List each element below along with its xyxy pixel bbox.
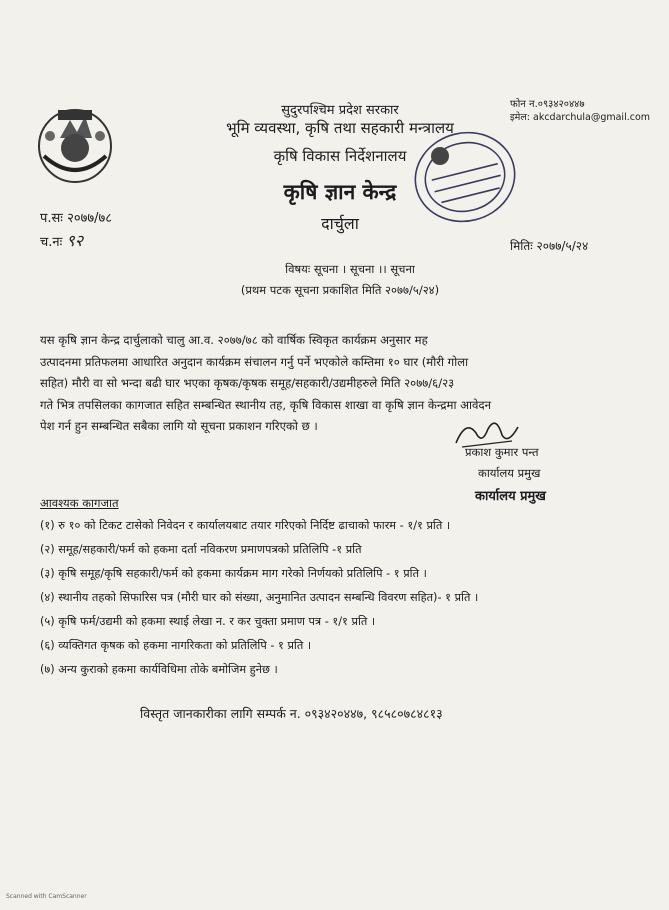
contact-line: विस्तृत जानकारीका लागि सम्पर्क न. ०९३४२०४४७, ९८५८०७८४८१३	[140, 706, 443, 721]
signatory-name: प्रकाश कुमार पन्त	[465, 445, 539, 459]
reference-cn	[40, 229, 83, 251]
subject-line: विषयः सूचना । सूचना ।। सूचना	[285, 262, 415, 276]
body-line: उत्पादनमा प्रतिफलमा आधारित अनुदान कार्यक्रम संचालन गर्नु पर्ने भएकोले कम्तिमा १० घार (मौरी गोला	[40, 354, 469, 369]
office-name: कृषि ज्ञान केन्द्र	[283, 180, 397, 204]
nepal-emblem-icon	[30, 98, 120, 188]
cn-handwritten-number: ९२	[66, 231, 84, 250]
district-name: दार्चुला	[321, 214, 359, 233]
requirement-item: (२) समूह/सहकारी/फर्म को हकमा दर्ता नविकरण प्रमाणपत्रको प्रतिलिपि -१ प्रति	[40, 543, 362, 556]
requirements-heading: आवश्यक कागजात	[40, 496, 119, 510]
phone-number: फोन न.०९३४२०४४७	[510, 99, 585, 110]
requirement-item: (६) व्यक्तिगत कृषक को हकमा नागरिकता को प्रतिलिपि - १ प्रति ।	[40, 639, 312, 652]
letter-date: मितिः २०७७/५/२४	[510, 239, 589, 253]
scanner-footer: Scanned with CamScanner	[6, 893, 87, 900]
directorate-name: कृषि विकास निर्देशनालय	[273, 147, 407, 165]
cn-label: च.नः	[40, 235, 63, 250]
reference-ps: प.सः २०७७/७८	[40, 211, 113, 226]
body-line: यस कृषि ज्ञान केन्द्र दार्चुलाको चालु आ.व. २०७७/७८ को वार्षिक स्विकृत कार्यक्रम अनुसार मह	[40, 333, 428, 347]
signatory-stamp: कार्यालय प्रमुख	[475, 489, 546, 504]
ministry-name: भूमि व्यवस्था, कृषि तथा सहकारी मन्त्रालय	[226, 119, 454, 137]
requirement-item: (७) अन्य कुराको हकमा कार्यविधिमा तोके बमोजिम हुनेछ ।	[40, 663, 278, 676]
notice-body	[40, 330, 610, 438]
requirement-item: (१) रु १० को टिकट टासेको निवेदन र कार्यालयबाट तयार गरिएको निर्दिष्ट ढाचाको फारम - १/१ प्रति ।	[40, 519, 451, 532]
signatory-title: कार्यालय प्रमुख	[478, 466, 541, 480]
province-name: सुदुरपश्चिम प्रदेश सरकार	[281, 103, 399, 118]
body-line: पेश गर्न हुन सम्बन्धित सबैका लागि यो सूचना प्रकाशन गरिएको छ ।	[40, 419, 318, 433]
body-line: गते भित्र तपसिलका कागजात सहित सम्बन्धित स्थानीय तह, कृषि विकास शाखा वा कृषि ज्ञान केन्द्रमा आवेदन	[40, 397, 492, 412]
office-stamp-icon	[410, 122, 520, 232]
email-address: इमेल: akcdarchula@gmail.com	[510, 112, 651, 123]
body-line: सहित) मौरी वा सो भन्दा बढी घार भएका कृषक/कृषक समूह/सहकारी/उद्यमीहरुले मिति २०७७/६/२३	[40, 376, 455, 390]
requirement-item: (५) कृषि फर्म/उद्यमी को हकमा स्थाई लेखा न. र कर चुक्ता प्रमाण पत्र - १/१ प्रति ।	[40, 615, 376, 628]
requirement-item: (४) स्थानीय तहको सिफारिस पत्र (मौरी घार को संख्या, अनुमानित उत्पादन सम्बन्धि विवरण सहित)- १ प्रति ।	[40, 591, 479, 604]
published-date-line: (प्रथम पटक सूचना प्रकाशित मिति २०७७/५/२४)	[240, 283, 440, 297]
requirement-item: (३) कृषि समूह/कृषि सहकारी/फर्म को हकमा कार्यक्रम माग गरेको निर्णयको प्रतिलिपि - १ प्रति ।	[40, 567, 427, 580]
